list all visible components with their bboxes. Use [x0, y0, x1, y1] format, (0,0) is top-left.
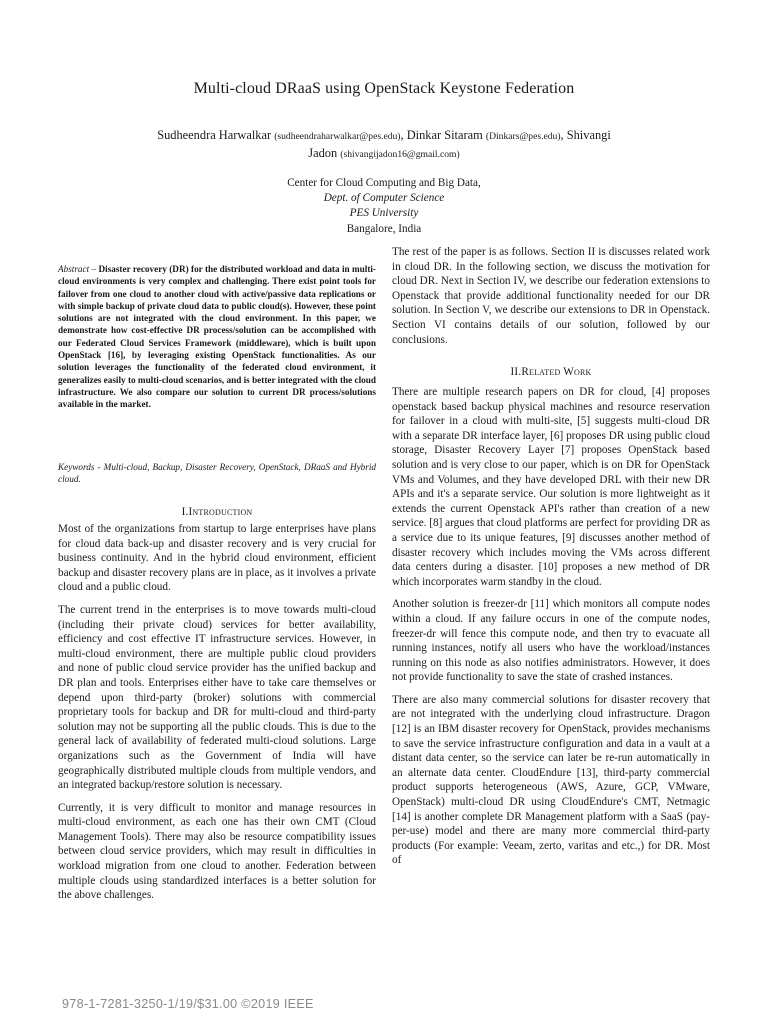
- author-name: Dinkar Sitaram: [406, 128, 483, 142]
- paragraph: Another solution is freezer-dr [11] which monitors all compute nodes within a cloud. If any failure occurs in one of the compute nodes, freezer-dr will fence this compute node, and then try to evacuate all running instances, notify all users who have the workload/instances running on this node as also notifies administrators. However, it does not provide functionality to save the state of crashed instances.: [392, 598, 710, 684]
- author-email: (shivangijadon16@gmail.com): [340, 149, 460, 160]
- left-column-body: [58, 522, 376, 911]
- abstract-body: Disaster recovery (DR) for the distributed workload and data in multi-cloud environments is very complex and challenging. There exist point tools for failover from one cloud to another cloud with active/passive data replications or with simple backup of private cloud data to public cloud(s). However, these point solutions are not integrated with the cloud environment. In this paper, we demonstrate how cost-effective DR process/solution can be accomplished with our Federated Cloud Services Framework (middleware), which is built upon OpenStack [16], by leveraging existing OpenStack functionalities. As our solution leverages the functionality of the federated cloud environment, it generalizes easily to multi-cloud scenarios, and is better integrated with the cloud infrastructure. We also compare our solution to current DR process/solutions available in the market.: [58, 264, 376, 410]
- affiliation: [0, 176, 768, 237]
- right-column-body: [392, 385, 710, 876]
- author-email: (Dinkars@pes.edu): [485, 131, 561, 142]
- keywords: Keywords - Multi-cloud, Backup, Disaster Recovery, OpenStack, DRaaS and Hybrid cloud.: [58, 462, 376, 485]
- author-email: (sudheendraharwalkar@pes.edu): [274, 131, 401, 142]
- paragraph: There are multiple research papers on DR for cloud, [4] proposes openstack based backup physical machines and resource reservation for failover in a cloud with multi-site, [5] suggests multi-cloud DR with a separate DR interface layer, [6] proposes DR using public cloud storage, Disaster Recovery Layer [7] proposes OpenStack based solution and is very close to our paper, which is on DR for OpenStack VMs and Volumes, and they have developed DRL with their new DR APIs and it's a separate service. Our solution is more lightweight as it extends the current Openstack API's rather than creation of a new service. [8] argues that cloud platforms are perfect for providing DR as a service due to its unique features, [9] discusses another method of disaster recovery which includes moving the VMs across different data centers during a disaster. [10] proposes a new method of DR which incorporates warm standby in the cloud.: [392, 386, 710, 588]
- affiliation-university: PES University: [349, 207, 419, 220]
- abstract-dash: –: [89, 264, 99, 274]
- copyright-footer: 978-1-7281-3250-1/19/$31.00 ©2019 IEEE: [62, 997, 314, 1011]
- author-name: Sudheendra Harwalkar: [157, 128, 272, 142]
- right-column-intro: [392, 245, 710, 355]
- section-heading-related-work: II.Related Work: [510, 366, 592, 378]
- affiliation-dept: Dept. of Computer Science: [323, 192, 445, 205]
- affiliation-center: Center for Cloud Computing and Big Data,: [287, 177, 481, 189]
- affiliation-location: Bangalore, India: [346, 222, 422, 235]
- abstract-label: Abstract: [58, 264, 90, 274]
- paragraph: Most of the organizations from startup to large enterprises have plans for cloud data back-up and disaster recovery and is very crucial for business continuity. And in the hybrid cloud environment, efficient backup and disaster recovery plans are in place, as it involves a private cloud and a public cloud.: [58, 523, 376, 594]
- abstract: [58, 263, 376, 411]
- author-name: Shivangi: [566, 128, 611, 142]
- paragraph: Currently, it is very difficult to monitor and manage resources in multi-cloud environment, as each one has their own CMT (Cloud Management Tools). There may also be resource compatibility issues between cloud service providers, which may result in difficulties in workload migration from one cloud to another. Federation between multiple clouds using standardized interfaces is a better solution for the above challenges.: [58, 801, 376, 902]
- paragraph: The rest of the paper is as follows. Section II is discusses related work in cloud DR. In the following section, we discuss the motivation for cloud DR. Next in Section IV, we describe our federation extensions to Openstack that provide additional functionality needed for our DR solution. In Section V, we describe our extensions to DR in Openstack. Section VI contains details of our solution, followed by our conclusions.: [392, 246, 710, 346]
- author-name-cont: Jadon: [308, 146, 338, 160]
- paper-title: Multi-cloud DRaaS using OpenStack Keystone Federation: [193, 80, 575, 97]
- paragraph: There are also many commercial solutions for disaster recovery that are not integrated with the underlying cloud infrastructure. Dragon [12] is an IBM disaster recovery for OpenStack, provides mechanisms to save the service infrastructure configuration and data in a vault at a distant data center, so the service can later be re-run automatically in an alternate data center. CloudEndure [13], third-party commercial product supports heterogeneous (AWS, Azure, GCP, VMware, OpenStack) multi-cloud DR using CloudEndure's CMT, Netmagic [14] is another complete DR Management platform with a SaaS (pay-per-use) model and there are many more commercial third-party products (For example: Veeam, zerto, varitas and etc.,) for DR. Most of: [392, 693, 710, 867]
- section-heading-introduction: I.Introduction: [181, 506, 253, 518]
- paragraph: The current trend in the enterprises is to move towards multi-cloud (including their private cloud) services for better availability, efficiency and cost effective IT infrastructure services. However, in multi-cloud environment, there are multiple public cloud providers and none of public cloud service provider has the unified backup and DR plan and tools. Enterprises either have to take care themselves or depend upon third-party (broker) solutions with commercial proprietary tools for backup and DR for multi-cloud and third-party solution may not be supporting all the public clouds. This is due to the general lack of availability of federated multi-cloud solutions. Large organizations such as the Government of India will have geographically distributed multiple clouds from multiple vendors, and an integrated backup/restore solution is necessary.: [58, 603, 376, 792]
- author-list: Sudheendra Harwalkar (sudheendraharwalkar@pes.edu), Dinkar Sitaram (Dinkars@pes.edu), Shivangi Jadon (shivangijadon16@gmail.com): [157, 128, 611, 160]
